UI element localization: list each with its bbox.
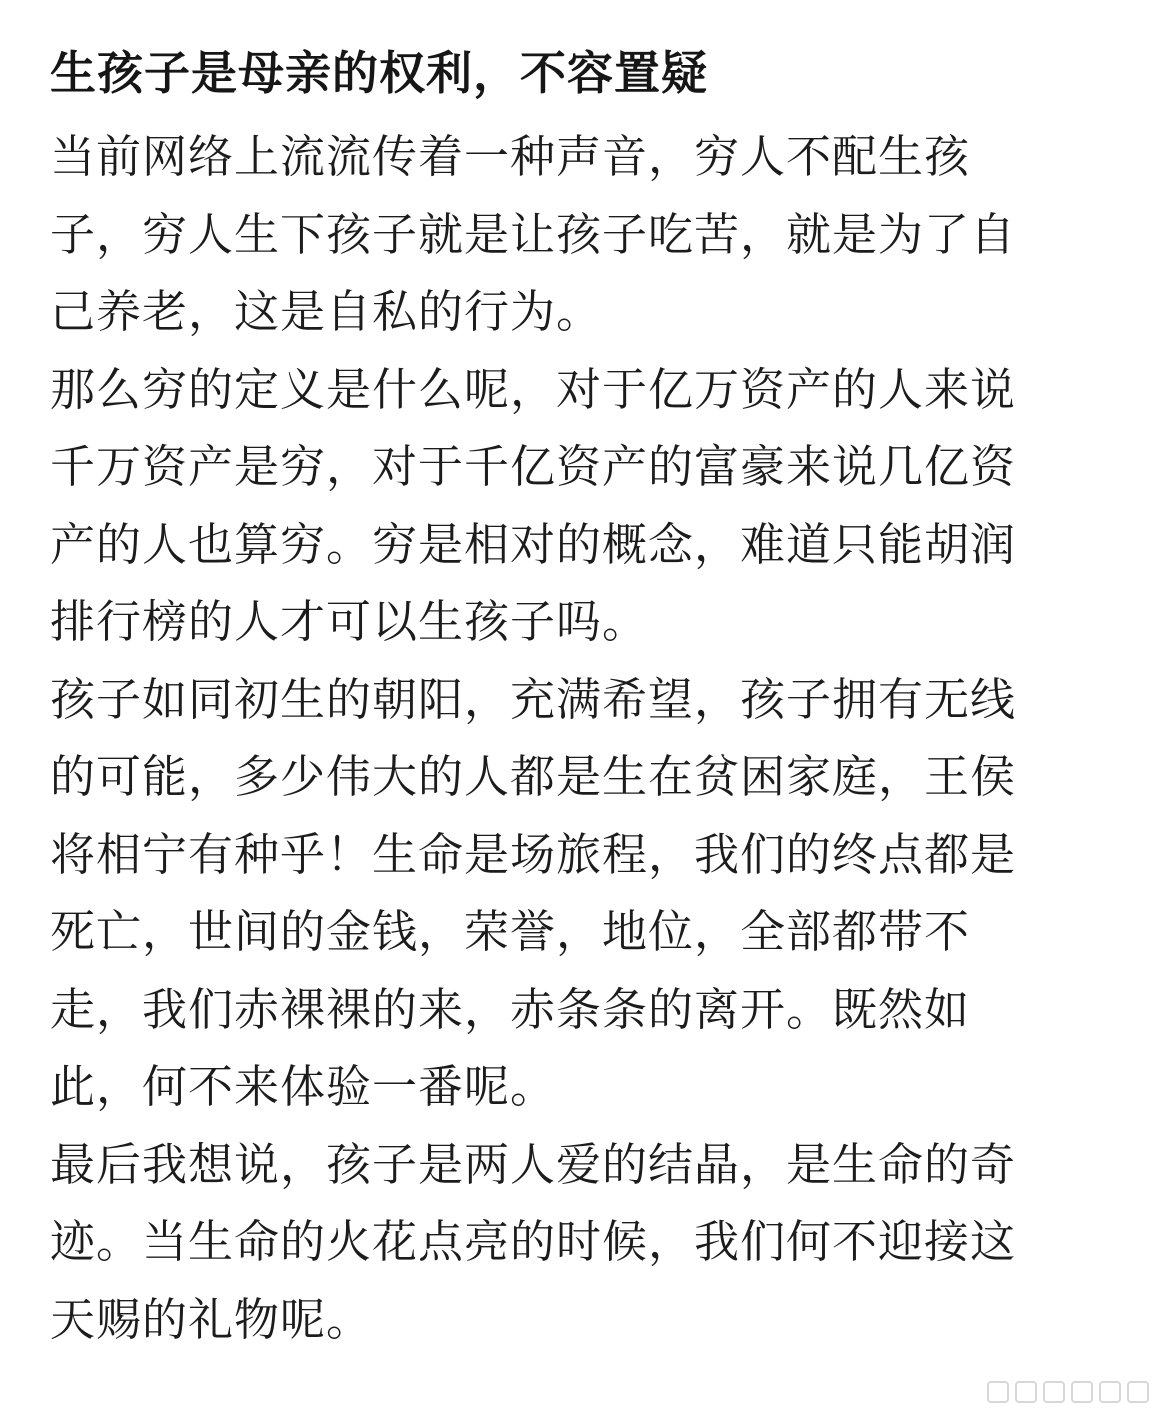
body-line: 千万资产是穷，对于千亿资产的富豪来说几亿资 <box>50 440 1017 493</box>
body-line: 排行榜的人才可以生孩子吗。 <box>50 595 649 648</box>
body-line: 己养老，这是自私的行为。 <box>50 285 603 338</box>
body-line: 子，穷人生下孩子就是让孩子吃苦，就是为了自 <box>50 207 1017 261</box>
body-line: 走，我们赤裸裸的来，赤条条的离开。既然如 <box>50 982 971 1036</box>
body-line: 那么穷的定义是什么呢，对于亿万资产的人来说 <box>50 362 1017 416</box>
article-title: 生孩子是母亲的权利，不容置疑 <box>50 46 708 100</box>
body-line: 产的人也算穷。穷是相对的概念，难道只能胡润 <box>50 517 1017 571</box>
article-body <box>50 118 1080 1358</box>
article <box>50 40 1080 1358</box>
weibo-watermark-logo-icon <box>986 1379 1156 1405</box>
body-line: 将相宁有种乎！生命是场旅程，我们的终点都是 <box>50 827 1017 881</box>
body-line: 当前网络上流流传着一种声音，穷人不配生孩 <box>50 130 971 183</box>
body-line: 的可能，多少伟大的人都是生在贫困家庭，王侯 <box>50 750 1017 803</box>
body-line: 最后我想说，孩子是两人爱的结晶，是生命的奇 <box>50 1137 1017 1191</box>
body-line: 孩子如同初生的朝阳，充满希望，孩子拥有无线 <box>50 672 1017 726</box>
body-line: 迹。当生命的火花点亮的时候，我们何不迎接这 <box>50 1215 1017 1268</box>
body-line: 死亡，世间的金钱，荣誉，地位，全部都带不 <box>50 905 971 958</box>
body-line: 此，何不来体验一番呢。 <box>50 1060 557 1113</box>
body-line: 天赐的礼物呢。 <box>50 1292 373 1346</box>
